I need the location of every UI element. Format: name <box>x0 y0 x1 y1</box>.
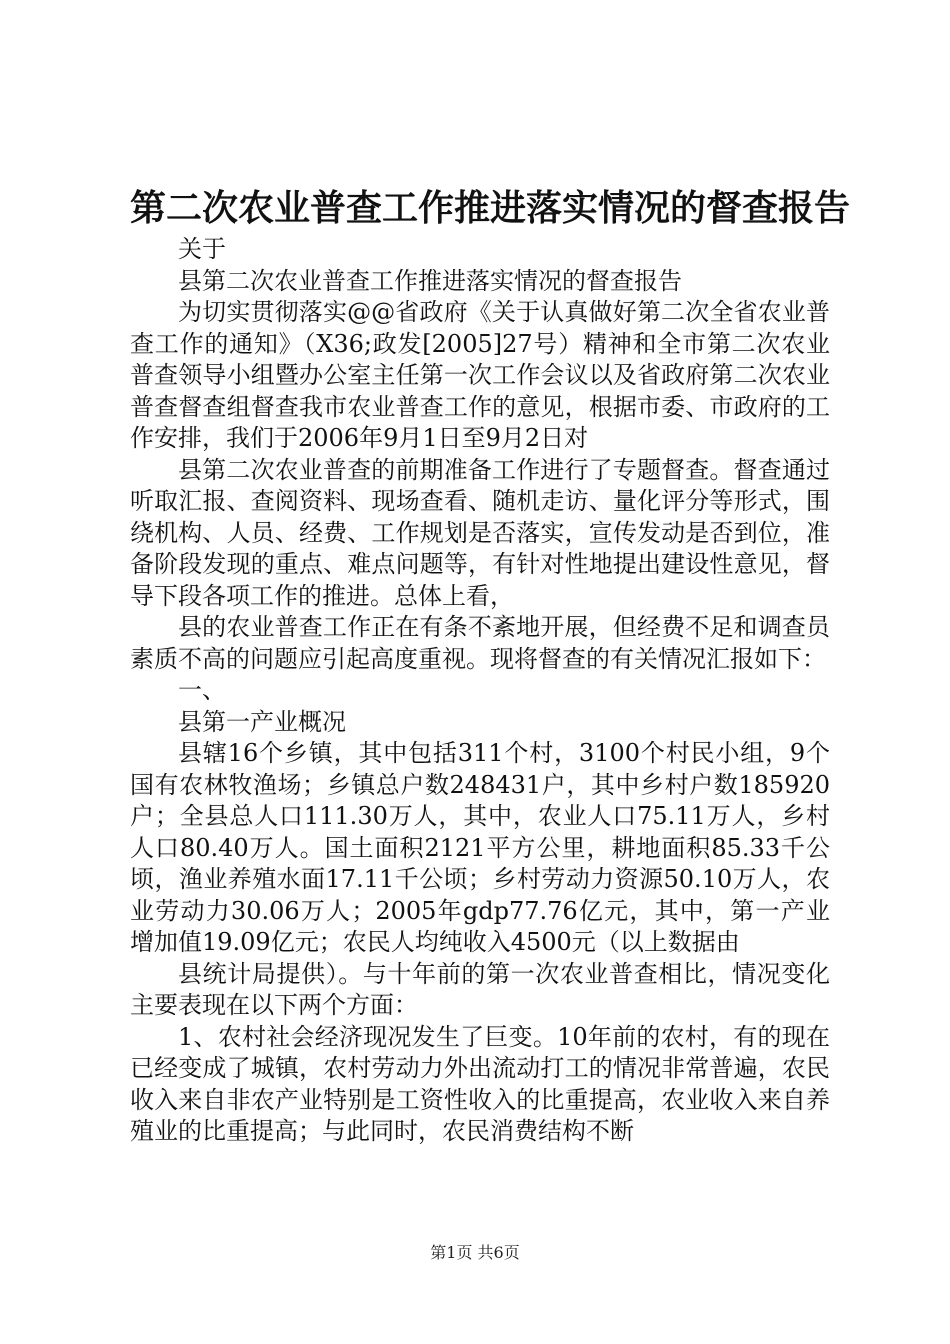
paragraph: 县辖16个乡镇，其中包括311个村，3100个村民小组，9个国有农林牧渔场；乡镇总户数248431户，其中乡村户数185920户；全县总人口111.30万人，其中，农业人口75.11万人，乡村人口80.40万人。国土面积2121平方公里，耕地面积85.33千公顷，渔业养殖水面17.11千公顷；乡村劳动力资源50.10万人，农业劳动力30.06万人；2005年gdp77.76亿元，其中，第一产业增加值19.09亿元；农民人均纯收入4500元（以上数据由 <box>130 739 830 956</box>
paragraph: 县第一产业概况 <box>178 707 346 736</box>
page-number-footer: 第1页 共6页 <box>430 1243 520 1262</box>
paragraph: 1、农村社会经济现况发生了巨变。10年前的农村，有的现在已经变成了城镇，农村劳动力外出流动打工的情况非常普遍，农民收入来自非农产业特别是工资性收入的比重提高，农业收入来自养殖业的比重提高；与此同时，农民消费结构不断 <box>130 1022 830 1145</box>
paragraph: 一、 <box>178 676 226 704</box>
paragraph: 县统计局提供）。与十年前的第一次农业普查相比，情况变化主要表现在以下两个方面： <box>130 959 830 1019</box>
paragraph: 县第二次农业普查工作推进落实情况的督查报告 <box>178 266 682 295</box>
paragraph: 县的农业普查工作正在有条不紊地开展，但经费不足和调查员素质不高的问题应引起高度重视。现将督查的有关情况汇报如下： <box>130 613 830 673</box>
paragraph: 县第二次农业普查的前期准备工作进行了专题督查。督查通过听取汇报、查阅资料、现场查看、随机走访、量化评分等形式，围绕机构、人员、经费、工作规划是否落实，宣传发动是否到位，准备阶段发现的重点、难点问题等，有针对性地提出建设性意见，督导下段各项工作的推进。总体上看， <box>130 455 830 610</box>
document-body <box>130 234 830 1148</box>
paragraph: 为切实贯彻落实@@省政府《关于认真做好第二次全省农业普查工作的通知》（X36;政发[2005]27号）精神和全市第二次农业普查领导小组暨办公室主任第一次工作会议以及省政府第二次农业普查督查组督查我市农业普查工作的意见，根据市委、市政府的工作安排，我们于2006年9月1日至9月2日对 <box>130 298 830 452</box>
document-title: 第二次农业普查工作推进落实情况的督查报告 <box>130 187 851 229</box>
paragraph: 关于 <box>178 235 226 263</box>
